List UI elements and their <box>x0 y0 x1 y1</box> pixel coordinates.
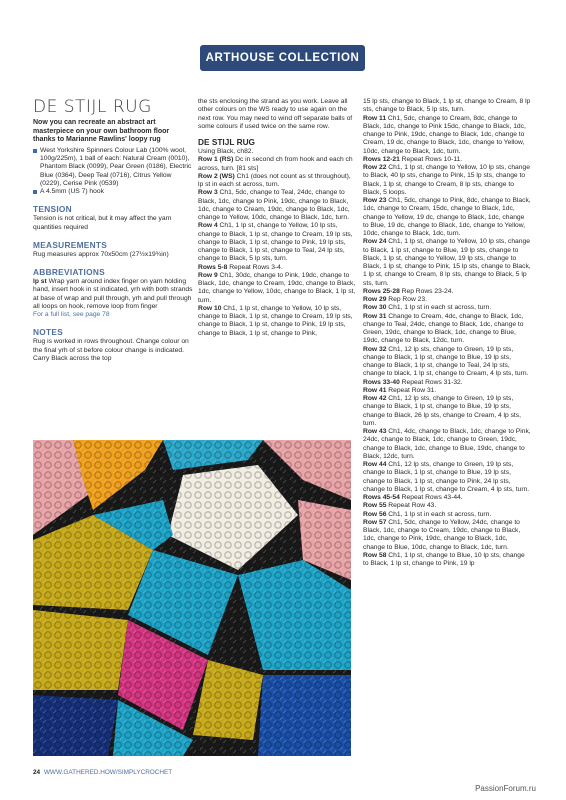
tension-text: Tension is not critical, but it may affect the yarn quantities required <box>33 215 172 231</box>
pattern-row: Row 2 (WS) Ch1 (does not count as st throughout), lp st in each st across, turn. <box>198 172 351 188</box>
column-3 <box>363 98 531 568</box>
page-number: 24 <box>33 769 41 776</box>
materials-item: A 4.5mm (US 7) hook <box>33 188 193 196</box>
rug-photo <box>33 440 351 756</box>
pattern-row: Rows 12-21 Repeat Rows 10-11. <box>363 155 463 163</box>
pattern-row: Row 44 Ch1, 12 lp sts, change to Green, 19 lp sts, change to Black, 1 lp st, change to Blue, 19 lp sts, change to Black, 1 lp st, change to Pink, 24 lp sts, change to Black, 1 lp st, change to Cream, 4 lp sts, turn. <box>363 461 530 493</box>
materials-item: West Yorkshire Spinners Colour Lab (100% wool, 100g/225m), 1 ball of each: Natural Cream (0010), Phantom Black (0099), Pear Green (0186), Electric Blue (0364), Deep Teal (0716), Citrus Yellow (0229), Cerise Pink (0539) <box>33 147 193 188</box>
abbreviations-heading: ABBREVIATIONS <box>33 267 105 278</box>
notes-heading: NOTES <box>33 327 64 338</box>
column-2 <box>198 98 356 338</box>
abbreviation-entry: lp st Wrap yarn around index finger on yarn holding hand, insert hook in st indicated, yrh with both strands at base of wrap and pull through, yrh and pull through all loops on hook, remove loop from finger <box>33 278 193 310</box>
page-footer <box>33 769 172 776</box>
pattern-row: Row 10 Ch1, 1 lp st, change to Yellow, 10 lp sts, change to Black, 1 lp st, change to Cream, 19 lp sts, change to Black, 1 lp st, change to Pink, 19 lp sts, change to Black, 1 lp st, change to Pink, <box>198 304 353 337</box>
watermark: PassionForum.ru <box>475 784 536 793</box>
pattern-row: Row 42 Ch1, 12 lp sts, change to Green, 19 lp sts, change to Black, 1 lp st, change to Blue, 19 lp sts, change to Black, 26 lp sts, change to Cream, 4 lp sts, turn. <box>363 395 521 427</box>
column-1 <box>33 98 193 363</box>
tension-heading: TENSION <box>33 204 72 215</box>
pattern-row: Row 24 Ch1, 1 lp st, change to Yellow, 10 lp sts, change to Black, 1 lp st, change to Blue, 19 lp sts, change to Black, 1 lp st, change to Yellow, 19 lp sts, change to Black, 1 lp st, change to Pink, 15 lp sts, change to Black, 1 lp st, change to Cream, 8 lp sts, change to Black, 5 lp sts, turn. <box>363 238 531 287</box>
pattern-row: 15 lp sts, change to Black, 1 lp st, change to Cream, 8 lp sts, change to Black, 5 lp sts, turn. <box>363 98 531 114</box>
pattern-rows <box>198 148 356 338</box>
notes-continued: the sts enclosing the strand as you work. Leave all other colours on the WS ready to use again on the next row. You may need to wind off separate balls of some colours if used twice on the same row. <box>198 98 353 130</box>
intro-text: Now you can recreate an abstract art masterpiece on your own bathroom floor thanks to Marianne Rawlins' loopy rug <box>33 119 170 144</box>
pattern-row: Using Black, ch82. <box>198 148 254 155</box>
rug-photo-image <box>33 440 351 756</box>
pattern-row: Row 43 Ch1, 4dc, change to Black, 1dc, change to Pink, 24dc, change to Black, 1dc, change to Green, 19dc, change to Black, 1dc, change to Blue, 19dc, change to Black, 12dc, turn. <box>363 428 531 460</box>
pattern-row: Row 3 Ch1, 5dc, change to Teal, 24dc, change to Black, 1dc, change to Pink, 19dc, change to Black, 1dc, change to Cream, 19dc, change to Black, 1dc, change to Yellow, 10dc, change to Black, 1dc, turn. <box>198 189 350 221</box>
pattern-row: Row 58 Ch1, 1 lp st, change to Blue, 10 lp sts, change to Black, 1 lp st, change to Pink, 19 lp <box>363 551 525 567</box>
pattern-row: Row 31 Change to Cream, 4dc, change to Black, 1dc, change to Teal, 24dc, change to Black, 1dc, change to Green, 19dc, change to Black, 1dc, change to Blue, 19dc, change to Black, 12dc, turn. <box>363 312 524 345</box>
measurements-text: Rug measures approx 70x50cm (27½x19¾in) <box>33 250 169 258</box>
pattern-row: Row 4 Ch1, 1 lp st, change to Yellow, 10 lp sts, change to Black, 1 lp st, change to Cream, 19 lp sts, change to Black, 1 lp st, change to Pink, 19 lp sts, change to Black, 1 lp st, change to Teal, 24 lp sts, change to Black, 5 lp sts, turn. <box>198 222 353 263</box>
notes-text: Rug is worked in rows throughout. Change colour on the final yrh of st before colour change is indicated. Carry Black across the top <box>33 338 189 362</box>
pattern-heading: DE STIJL RUG <box>198 137 256 147</box>
pattern-row: Row 57 Ch1, 5dc, change to Yellow, 24dc, change to Black, 1dc, change to Cream, 19dc, change to Black, 1dc, change to Pink, 19dc, change to Black, 1dc, change to Blue, 10dc, change to Black, 1dc, turn. <box>363 518 521 551</box>
pattern-row: Rows 33-40 Repeat Rows 31-32. <box>363 378 463 386</box>
pattern-row: Rows 25-28 Rep Rows 23-24. <box>363 287 454 295</box>
pattern-row: Row 32 Ch1, 12 lp sts, change to Green, 19 lp sts, change to Black, 1 lp st, change to Blue, 19 lp sts, change to Black, 1 lp st, change to Teal, 24 lp sts, change to black, 1 lp st, change to Cream, 4 lp sts, turn. <box>363 345 529 378</box>
pattern-row: Row 30 Ch1, 1 lp st in each st across, turn. <box>363 304 492 312</box>
pattern-row: Row 56 Ch1, 1 lp st in each st across, turn. <box>363 510 492 518</box>
pattern-row: Row 55 Repeat Row 43. <box>363 502 437 510</box>
abbreviations-link[interactable]: For a full list, see page 78 <box>33 311 110 319</box>
pattern-row: Rows 5-8 Repeat Rows 3-4. <box>198 263 283 271</box>
pattern-row: Row 41 Repeat Row 31. <box>363 386 437 394</box>
pattern-row: Rows 45-54 Repeat Rows 43-44. <box>363 494 463 501</box>
section-banner: ARTHOUSE COLLECTION <box>200 45 365 71</box>
article-title: DE STIJL RUG <box>33 97 152 117</box>
bullet-square-icon <box>33 190 37 194</box>
footer-url[interactable]: WWW.GATHERED.HOW/SIMPLYCROCHET <box>43 769 173 776</box>
pattern-row: Row 11 Ch1, 5dc, change to Cream, 8dc, change to Black, 1dc, change to Pink 15dc, change to Black, 1dc, change to Pink, 19dc, change to Black, 1dc, change to Cream, 19 dc, change to Black, 1dc, change to Yellow, 10dc, change to Black, 1dc, turn. <box>363 114 526 155</box>
measurements-heading: MEASUREMENTS <box>33 239 108 250</box>
pattern-row: Row 22 Ch1, 1 lp st, change to Yellow, 10 lp sts, change to Black, 40 lp sts, change to Pink, 15 lp sts, change to Black, 1 lp st, change to Cream, 8 lp sts, change to Black, 5 loops. <box>363 164 530 196</box>
pattern-rows-continued <box>363 98 531 568</box>
pattern-row: Row 9 Ch1, 30dc, change to Pink, 19dc, change to Black, 1dc, change to Cream, 19dc, change to Black, 1dc, change to Yellow, 10dc, change to Black, 1 lp st, turn. <box>198 271 356 304</box>
pattern-row: Row 23 Ch1, 5dc, change to Pink, 8dc, change to Black, 1dc, change to Cream, 15dc, change to Black, 1dc, change to Yellow, 19 dc, change to Black, 1dc, change to Blue, 19 dc, change to Black, 1dc, change to Yellow, 10dc, change to Black, 1dc, turn. <box>363 197 531 237</box>
bullet-square-icon <box>33 149 37 153</box>
pattern-row: Row 1 (RS) Dc in second ch from hook and each ch across, turn. [81 sts] <box>198 156 353 172</box>
pattern-row: Row 29 Rep Row 23. <box>363 296 427 303</box>
